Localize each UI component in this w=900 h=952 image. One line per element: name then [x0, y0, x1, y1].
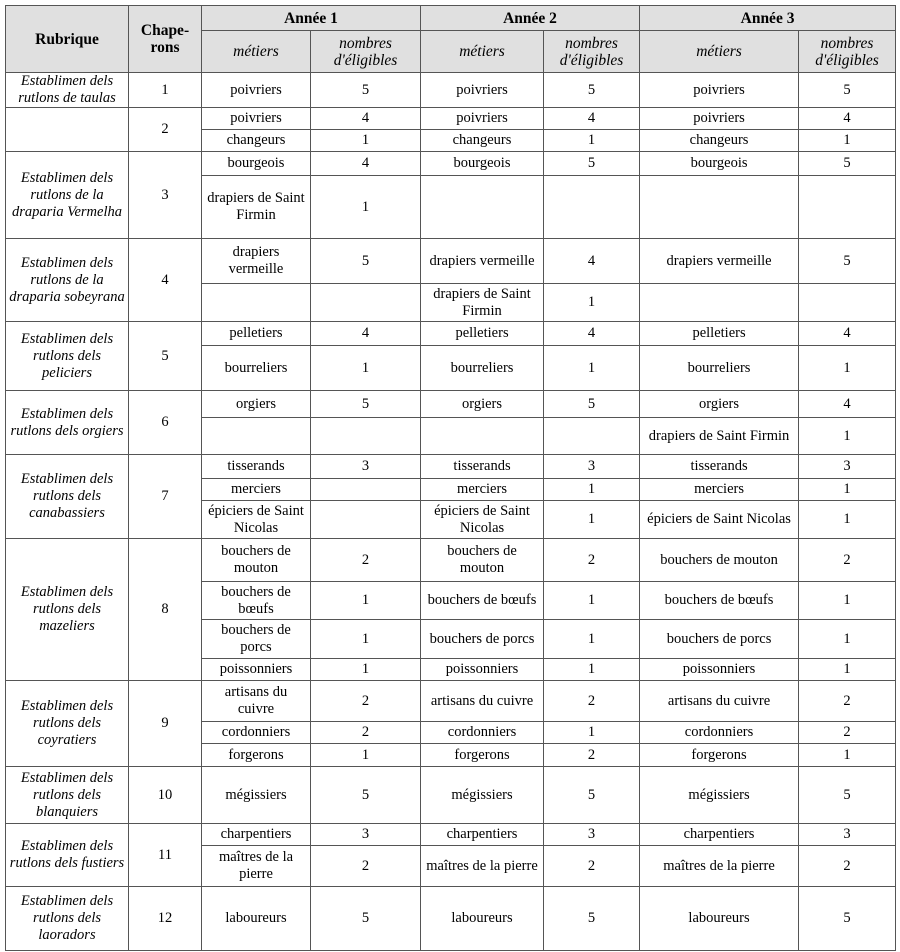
metier-cell: maîtres de la pierre: [421, 846, 544, 887]
eligible-count-cell: 5: [799, 73, 896, 108]
eligible-count-cell: 4: [311, 322, 421, 346]
eligible-count-cell: 4: [311, 152, 421, 176]
metier-cell: bourgeois: [421, 152, 544, 176]
metier-cell: [640, 284, 799, 322]
eligible-count-cell: 4: [544, 322, 640, 346]
metier-cell: cordonniers: [640, 722, 799, 744]
rubrique-cell: Establimen dels rutlons dels mazeliers: [6, 539, 129, 681]
eligible-count-cell: 3: [799, 824, 896, 846]
metier-cell: poissonniers: [421, 659, 544, 681]
metier-cell: drapiers vermeille: [202, 239, 311, 284]
eligible-count-cell: 2: [544, 539, 640, 582]
metier-cell: merciers: [640, 479, 799, 501]
metier-cell: changeurs: [202, 130, 311, 152]
table-row: [6, 455, 896, 479]
metier-cell: laboureurs: [640, 887, 799, 951]
eligible-count-cell: 2: [311, 681, 421, 722]
eligible-count-cell: 1: [544, 130, 640, 152]
eligible-count-cell: [311, 284, 421, 322]
eligible-count-cell: [799, 176, 896, 239]
metier-cell: drapiers de Saint Firmin: [202, 176, 311, 239]
metier-cell: poissonniers: [640, 659, 799, 681]
metier-cell: drapiers de Saint Firmin: [421, 284, 544, 322]
eligible-count-cell: 2: [799, 539, 896, 582]
metier-cell: pelletiers: [640, 322, 799, 346]
metier-cell: artisans du cuivre: [421, 681, 544, 722]
metier-cell: charpentiers: [640, 824, 799, 846]
eligible-count-cell: 3: [544, 824, 640, 846]
metier-cell: bouchers de mouton: [421, 539, 544, 582]
eligible-count-cell: 2: [311, 846, 421, 887]
metier-cell: drapiers de Saint Firmin: [640, 418, 799, 455]
header-nombres: nombres d'éligibles: [544, 31, 640, 73]
metier-cell: laboureurs: [421, 887, 544, 951]
metier-cell: pelletiers: [202, 322, 311, 346]
metier-cell: épiciers de Saint Nicolas: [202, 501, 311, 539]
metier-cell: bouchers de porcs: [421, 620, 544, 659]
eligible-count-cell: 4: [311, 108, 421, 130]
metier-cell: changeurs: [640, 130, 799, 152]
header-year-1: Année 1: [202, 6, 421, 31]
metier-cell: cordonniers: [202, 722, 311, 744]
metier-cell: bouchers de porcs: [640, 620, 799, 659]
eligible-count-cell: 5: [544, 767, 640, 824]
eligible-count-cell: 4: [799, 108, 896, 130]
table-body: [6, 73, 896, 951]
chaperon-cell: 3: [129, 152, 202, 239]
eligible-count-cell: 1: [544, 501, 640, 539]
metier-cell: épiciers de Saint Nicolas: [421, 501, 544, 539]
eligible-count-cell: 1: [544, 582, 640, 620]
metier-cell: bouchers de porcs: [202, 620, 311, 659]
eligible-count-cell: 1: [544, 659, 640, 681]
rubrique-cell: [6, 108, 129, 152]
eligible-count-cell: 1: [544, 346, 640, 391]
eligible-count-cell: 2: [799, 722, 896, 744]
eligible-count-cell: 5: [544, 73, 640, 108]
metier-cell: bourreliers: [640, 346, 799, 391]
metier-cell: [202, 418, 311, 455]
table-row: [6, 767, 896, 824]
metier-cell: [421, 176, 544, 239]
eligibility-table: [5, 5, 896, 951]
metier-cell: orgiers: [421, 391, 544, 418]
eligible-count-cell: 5: [544, 391, 640, 418]
eligible-count-cell: 1: [799, 620, 896, 659]
metier-cell: tisserands: [421, 455, 544, 479]
chaperon-cell: 7: [129, 455, 202, 539]
metier-cell: merciers: [421, 479, 544, 501]
eligible-count-cell: 1: [311, 582, 421, 620]
header-metiers: métiers: [421, 31, 544, 73]
rubrique-cell: Establimen dels rutlons dels fustiers: [6, 824, 129, 887]
eligible-count-cell: [311, 418, 421, 455]
eligible-count-cell: 5: [311, 239, 421, 284]
metier-cell: bouchers de bœufs: [640, 582, 799, 620]
eligible-count-cell: 5: [544, 887, 640, 951]
metier-cell: pelletiers: [421, 322, 544, 346]
metier-cell: forgerons: [640, 744, 799, 767]
header-year-3: Année 3: [640, 6, 896, 31]
metier-cell: forgerons: [202, 744, 311, 767]
eligible-count-cell: [544, 418, 640, 455]
metier-cell: poivriers: [202, 73, 311, 108]
eligible-count-cell: 1: [799, 346, 896, 391]
rubrique-cell: Establimen dels rutlons dels laoradors: [6, 887, 129, 951]
table-row: [6, 73, 896, 108]
metier-cell: poivriers: [640, 108, 799, 130]
eligible-count-cell: 2: [544, 846, 640, 887]
header-chaperons: Chape-rons: [129, 6, 202, 73]
eligible-count-cell: 1: [799, 744, 896, 767]
eligible-count-cell: [311, 479, 421, 501]
metier-cell: orgiers: [640, 391, 799, 418]
eligible-count-cell: 5: [799, 767, 896, 824]
eligible-count-cell: 2: [311, 722, 421, 744]
metier-cell: bourreliers: [421, 346, 544, 391]
header-metiers: métiers: [202, 31, 311, 73]
rubrique-cell: Establimen dels rutlons dels peliciers: [6, 322, 129, 391]
rubrique-cell: Establimen dels rutlons dels coyratiers: [6, 681, 129, 767]
eligible-count-cell: [799, 284, 896, 322]
eligible-count-cell: 1: [311, 130, 421, 152]
chaperon-cell: 4: [129, 239, 202, 322]
eligible-count-cell: 1: [544, 620, 640, 659]
metier-cell: cordonniers: [421, 722, 544, 744]
metier-cell: [640, 176, 799, 239]
eligible-count-cell: 1: [311, 346, 421, 391]
chaperon-cell: 2: [129, 108, 202, 152]
rubrique-cell: Establimen dels rutlons dels canabassiers: [6, 455, 129, 539]
eligible-count-cell: 2: [544, 681, 640, 722]
eligible-count-cell: 1: [799, 418, 896, 455]
header-nombres: nombres d'éligibles: [799, 31, 896, 73]
metier-cell: poissonniers: [202, 659, 311, 681]
metier-cell: maîtres de la pierre: [202, 846, 311, 887]
table-row: [6, 108, 896, 130]
metier-cell: mégissiers: [640, 767, 799, 824]
eligible-count-cell: 3: [311, 824, 421, 846]
eligible-count-cell: 1: [311, 176, 421, 239]
eligible-count-cell: 5: [799, 239, 896, 284]
metier-cell: bouchers de bœufs: [421, 582, 544, 620]
metier-cell: forgerons: [421, 744, 544, 767]
eligible-count-cell: 3: [544, 455, 640, 479]
table-row: [6, 322, 896, 346]
table-row: [6, 152, 896, 176]
chaperon-cell: 11: [129, 824, 202, 887]
eligible-count-cell: 2: [311, 539, 421, 582]
eligible-count-cell: 5: [799, 152, 896, 176]
metier-cell: orgiers: [202, 391, 311, 418]
metier-cell: bourreliers: [202, 346, 311, 391]
eligible-count-cell: 1: [799, 501, 896, 539]
metier-cell: bouchers de mouton: [202, 539, 311, 582]
chaperon-cell: 8: [129, 539, 202, 681]
metier-cell: mégissiers: [421, 767, 544, 824]
table-row: [6, 824, 896, 846]
eligible-count-cell: 3: [311, 455, 421, 479]
eligible-count-cell: 4: [544, 108, 640, 130]
eligible-count-cell: 1: [799, 479, 896, 501]
eligible-count-cell: 5: [544, 152, 640, 176]
metier-cell: artisans du cuivre: [202, 681, 311, 722]
eligible-count-cell: 3: [799, 455, 896, 479]
eligible-count-cell: 2: [544, 744, 640, 767]
eligible-count-cell: 1: [544, 284, 640, 322]
metier-cell: charpentiers: [202, 824, 311, 846]
metier-cell: artisans du cuivre: [640, 681, 799, 722]
table-row: [6, 239, 896, 284]
eligible-count-cell: 4: [799, 391, 896, 418]
eligible-count-cell: 1: [799, 659, 896, 681]
metier-cell: changeurs: [421, 130, 544, 152]
chaperon-cell: 9: [129, 681, 202, 767]
eligible-count-cell: 5: [311, 391, 421, 418]
eligible-count-cell: 1: [311, 659, 421, 681]
metier-cell: charpentiers: [421, 824, 544, 846]
eligible-count-cell: 5: [311, 767, 421, 824]
rubrique-cell: Establimen dels rutlons dels blanquiers: [6, 767, 129, 824]
chaperon-cell: 12: [129, 887, 202, 951]
header-year-2: Année 2: [421, 6, 640, 31]
rubrique-cell: Establimen dels rutlons de taulas: [6, 73, 129, 108]
metier-cell: poivriers: [421, 108, 544, 130]
metier-cell: [421, 418, 544, 455]
header-rubrique: Rubrique: [6, 6, 129, 73]
metier-cell: drapiers vermeille: [640, 239, 799, 284]
eligible-count-cell: 5: [799, 887, 896, 951]
metier-cell: épiciers de Saint Nicolas: [640, 501, 799, 539]
metier-cell: maîtres de la pierre: [640, 846, 799, 887]
eligible-count-cell: 1: [799, 130, 896, 152]
metier-cell: mégissiers: [202, 767, 311, 824]
chaperon-cell: 5: [129, 322, 202, 391]
eligible-count-cell: 5: [311, 73, 421, 108]
metier-cell: bouchers de bœufs: [202, 582, 311, 620]
header-metiers: métiers: [640, 31, 799, 73]
eligible-count-cell: 4: [544, 239, 640, 284]
metier-cell: tisserands: [202, 455, 311, 479]
chaperon-cell: 6: [129, 391, 202, 455]
eligible-count-cell: 2: [799, 846, 896, 887]
eligible-count-cell: [311, 501, 421, 539]
metier-cell: bourgeois: [202, 152, 311, 176]
table-row: [6, 539, 896, 582]
metier-cell: poivriers: [640, 73, 799, 108]
metier-cell: poivriers: [202, 108, 311, 130]
metier-cell: bouchers de mouton: [640, 539, 799, 582]
eligible-count-cell: 1: [799, 582, 896, 620]
metier-cell: [202, 284, 311, 322]
eligible-count-cell: 1: [311, 744, 421, 767]
metier-cell: merciers: [202, 479, 311, 501]
rubrique-cell: Establimen dels rutlons de la draparia sobeyrana: [6, 239, 129, 322]
eligible-count-cell: 5: [311, 887, 421, 951]
chaperon-cell: 10: [129, 767, 202, 824]
rubrique-cell: Establimen dels rutlons de la draparia Vermelha: [6, 152, 129, 239]
metier-cell: tisserands: [640, 455, 799, 479]
table-row: [6, 391, 896, 418]
eligible-count-cell: 1: [544, 722, 640, 744]
metier-cell: bourgeois: [640, 152, 799, 176]
table-row: [6, 681, 896, 722]
eligible-count-cell: 2: [799, 681, 896, 722]
header-nombres: nombres d'éligibles: [311, 31, 421, 73]
metier-cell: poivriers: [421, 73, 544, 108]
chaperon-cell: 1: [129, 73, 202, 108]
metier-cell: drapiers vermeille: [421, 239, 544, 284]
eligible-count-cell: 1: [311, 620, 421, 659]
rubrique-cell: Establimen dels rutlons dels orgiers: [6, 391, 129, 455]
eligible-count-cell: 1: [544, 479, 640, 501]
eligible-count-cell: [544, 176, 640, 239]
eligible-count-cell: 4: [799, 322, 896, 346]
metier-cell: laboureurs: [202, 887, 311, 951]
table-row: [6, 887, 896, 951]
